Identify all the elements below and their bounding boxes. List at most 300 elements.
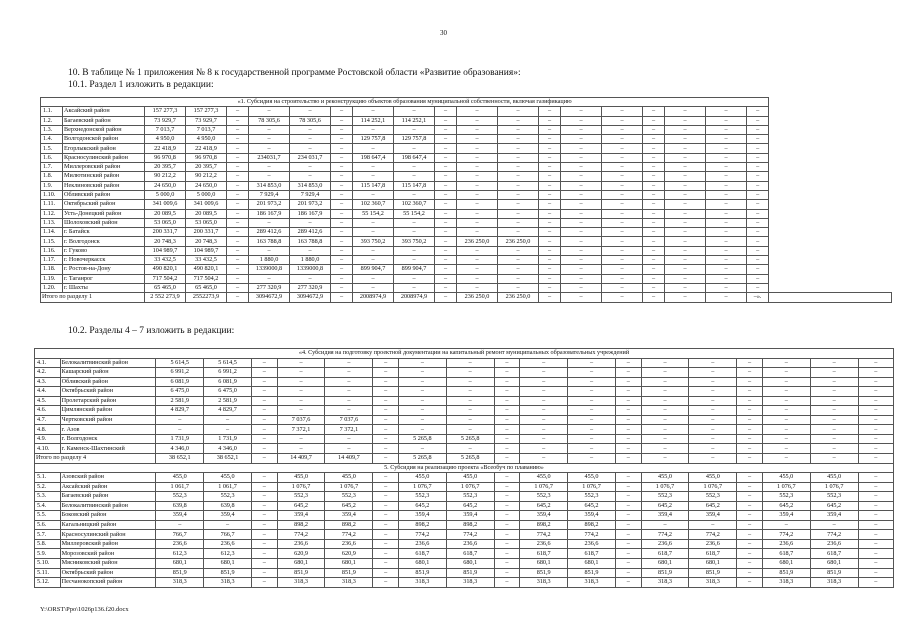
value-cell: 104 989,7 [186, 246, 227, 255]
value-cell: 618,7 [641, 549, 689, 559]
value-cell: – [689, 434, 737, 444]
value-cell: – [251, 482, 277, 492]
value-cell: – [568, 425, 616, 435]
value-cell: – [568, 444, 616, 454]
value-cell: 4 346,0 [156, 444, 204, 454]
value-cell: – [373, 559, 399, 569]
value-cell: – [446, 368, 494, 378]
value-cell: – [858, 539, 893, 549]
value-cell: 5 265,8 [398, 434, 446, 444]
value-cell: – [665, 116, 706, 125]
value-cell: 7 037,6 [325, 415, 373, 425]
value-cell: – [227, 135, 249, 144]
value-cell: – [277, 358, 325, 368]
table-row [41, 144, 892, 153]
value-cell: – [227, 246, 249, 255]
value-cell: – [435, 125, 457, 134]
table-row [41, 172, 892, 181]
row-number: 4.8. [35, 425, 61, 435]
value-cell: – [643, 172, 665, 181]
value-cell: – [762, 415, 810, 425]
municipality-name: Неклиновский район [63, 181, 145, 190]
value-cell: – [498, 163, 539, 172]
value-cell: – [615, 549, 641, 559]
row-number: 1.15. [41, 237, 63, 246]
value-cell: 236,6 [398, 539, 446, 549]
value-cell: 236,6 [762, 539, 810, 549]
value-cell: – [615, 473, 641, 483]
value-cell: – [643, 200, 665, 209]
value-cell: – [277, 368, 325, 378]
value-cell: 359,4 [446, 511, 494, 521]
value-cell: 78 305,6 [249, 116, 290, 125]
value-cell: – [858, 568, 893, 578]
value-cell: – [641, 377, 689, 387]
value-cell: – [498, 125, 539, 134]
value-cell: – [641, 406, 689, 416]
value-cell: 645,2 [277, 501, 325, 511]
value-cell: – [747, 283, 769, 292]
value-cell: – [643, 107, 665, 116]
value-cell: 774,2 [762, 530, 810, 540]
value-cell: 680,1 [520, 559, 568, 569]
value-cell: 359,4 [398, 511, 446, 521]
value-cell: 774,2 [520, 530, 568, 540]
value-cell: – [810, 520, 858, 530]
value-cell: – [498, 246, 539, 255]
value-cell: – [602, 153, 643, 162]
value-cell: – [665, 144, 706, 153]
value-cell: 1339000,8 [249, 265, 290, 274]
value-cell: – [498, 209, 539, 218]
value-cell: – [747, 228, 769, 237]
table-row [41, 190, 892, 199]
value-cell: – [398, 444, 446, 454]
value-cell: 6 991,2 [156, 368, 204, 378]
value-cell: 234 031,7 [290, 153, 331, 162]
value-cell: 618,7 [762, 549, 810, 559]
municipality-name: Боковский район [60, 511, 156, 521]
value-cell: 186 167,9 [290, 209, 331, 218]
value-cell: – [290, 246, 331, 255]
value-cell: – [394, 172, 435, 181]
municipality-name: Багаевский район [63, 116, 145, 125]
value-cell: – [689, 377, 737, 387]
value-cell: – [706, 283, 747, 292]
value-cell: – [602, 107, 643, 116]
value-cell: – [227, 190, 249, 199]
value-cell: – [568, 358, 616, 368]
value-cell: – [277, 387, 325, 397]
row-number: 5.3. [35, 492, 61, 502]
value-cell: – [568, 377, 616, 387]
value-cell: – [520, 358, 568, 368]
value-cell: 620,9 [277, 549, 325, 559]
value-cell: – [810, 434, 858, 444]
value-cell: – [251, 492, 277, 502]
value-cell: – [539, 218, 561, 227]
value-cell: – [251, 539, 277, 549]
value-cell: 115 147,8 [353, 181, 394, 190]
value-cell: 620,9 [325, 549, 373, 559]
value-cell: – [249, 107, 290, 116]
total-value: – [494, 454, 520, 464]
value-cell: – [737, 396, 763, 406]
total-value: – [251, 454, 277, 464]
value-cell: – [810, 444, 858, 454]
value-cell: – [747, 163, 769, 172]
total-row [35, 454, 894, 464]
value-cell: – [602, 237, 643, 246]
value-cell: – [539, 135, 561, 144]
value-cell: – [498, 135, 539, 144]
value-cell: – [373, 511, 399, 521]
value-cell: – [568, 415, 616, 425]
value-cell: – [737, 415, 763, 425]
value-cell: – [249, 218, 290, 227]
value-cell: – [353, 172, 394, 181]
value-cell: 359,4 [641, 511, 689, 521]
value-cell: – [615, 415, 641, 425]
table-row [35, 377, 894, 387]
value-cell: – [602, 163, 643, 172]
value-cell: 236,6 [810, 539, 858, 549]
value-cell: – [325, 358, 373, 368]
total-value: – [858, 454, 893, 464]
section-title-row [41, 98, 892, 107]
value-cell: – [615, 530, 641, 540]
value-cell: – [539, 153, 561, 162]
value-cell: 898,2 [325, 520, 373, 530]
value-cell: 645,2 [446, 501, 494, 511]
value-cell: 645,2 [398, 501, 446, 511]
value-cell: 53 065,0 [145, 218, 186, 227]
value-cell: – [762, 425, 810, 435]
municipality-name: Аксайский район [60, 482, 156, 492]
row-number: 1.11. [41, 200, 63, 209]
table-row [41, 135, 892, 144]
value-cell: – [494, 520, 520, 530]
value-cell: – [858, 425, 893, 435]
value-cell: – [498, 256, 539, 265]
value-cell: – [568, 396, 616, 406]
value-cell: 1 880,0 [249, 256, 290, 265]
value-cell: 490 820,1 [145, 265, 186, 274]
row-number: 4.6. [35, 406, 61, 416]
total-value: 2 552 273,9 [145, 293, 186, 302]
value-cell: 455,0 [277, 473, 325, 483]
row-number: 1.10. [41, 190, 63, 199]
row-number: 4.3. [35, 377, 61, 387]
value-cell: 163 788,8 [290, 237, 331, 246]
value-cell: – [373, 568, 399, 578]
value-cell: – [435, 153, 457, 162]
value-cell: 5 265,8 [446, 434, 494, 444]
value-cell: – [331, 125, 353, 134]
value-cell: 680,1 [398, 559, 446, 569]
heading-section-1: 10.1. Раздел 1 изложить в редакции: [68, 80, 214, 90]
value-cell: – [747, 246, 769, 255]
value-cell: – [568, 387, 616, 397]
value-cell: – [494, 492, 520, 502]
value-cell: – [435, 246, 457, 255]
page-number: 30 [440, 29, 447, 37]
value-cell: 289 412,6 [290, 228, 331, 237]
value-cell: – [227, 116, 249, 125]
value-cell: – [331, 283, 353, 292]
value-cell: 318,3 [568, 578, 616, 588]
value-cell: – [747, 237, 769, 246]
value-cell: – [561, 107, 602, 116]
section-title: «4. Субсидия на подготовку проектной документации на капитальный ремонт муниципальных образовательных учреждений [35, 349, 894, 359]
value-cell: – [494, 511, 520, 521]
value-cell: 1 061,7 [156, 482, 204, 492]
value-cell: 455,0 [156, 473, 204, 483]
value-cell: – [602, 283, 643, 292]
value-cell: – [858, 444, 893, 454]
value-cell: 318,3 [689, 578, 737, 588]
value-cell: – [435, 209, 457, 218]
value-cell: 318,3 [398, 578, 446, 588]
value-cell: – [858, 377, 893, 387]
value-cell: – [561, 125, 602, 134]
value-cell: – [643, 256, 665, 265]
table-row [35, 568, 894, 578]
value-cell: – [498, 228, 539, 237]
value-cell: – [251, 444, 277, 454]
value-cell: – [494, 539, 520, 549]
total-value: – [615, 454, 641, 464]
value-cell: – [494, 396, 520, 406]
table-row [41, 125, 892, 134]
value-cell: 20 395,7 [145, 163, 186, 172]
value-cell: 774,2 [325, 530, 373, 540]
value-cell: 20 748,3 [186, 237, 227, 246]
value-cell: – [737, 377, 763, 387]
value-cell: 2 581,9 [156, 396, 204, 406]
value-cell: 645,2 [762, 501, 810, 511]
value-cell: – [561, 172, 602, 181]
row-number: 1.13. [41, 218, 63, 227]
value-cell: – [737, 492, 763, 502]
value-cell: – [643, 283, 665, 292]
value-cell: 774,2 [810, 530, 858, 540]
value-cell: – [615, 501, 641, 511]
value-cell: – [398, 425, 446, 435]
value-cell: 289 412,6 [249, 228, 290, 237]
value-cell: 5 614,5 [204, 358, 252, 368]
value-cell: 318,3 [277, 578, 325, 588]
value-cell: – [706, 265, 747, 274]
value-cell: 1 076,7 [689, 482, 737, 492]
value-cell: – [373, 406, 399, 416]
value-cell: – [277, 377, 325, 387]
value-cell: – [494, 425, 520, 435]
value-cell: – [539, 172, 561, 181]
value-cell: 645,2 [689, 501, 737, 511]
value-cell: 455,0 [520, 473, 568, 483]
value-cell: – [858, 473, 893, 483]
value-cell: 318,3 [641, 578, 689, 588]
row-number: 5.6. [35, 520, 61, 530]
value-cell: – [643, 116, 665, 125]
value-cell: 104 989,7 [145, 246, 186, 255]
value-cell: – [665, 246, 706, 255]
value-cell: – [498, 265, 539, 274]
value-cell: – [325, 434, 373, 444]
value-cell: – [373, 415, 399, 425]
value-cell: 774,2 [568, 530, 616, 540]
value-cell: 7 372,1 [325, 425, 373, 435]
value-cell: – [665, 163, 706, 172]
value-cell: – [561, 274, 602, 283]
row-number: 1.3. [41, 125, 63, 134]
table-row [35, 520, 894, 530]
value-cell: – [394, 228, 435, 237]
row-number: 1.20. [41, 283, 63, 292]
row-number: 1.14. [41, 228, 63, 237]
value-cell: – [520, 368, 568, 378]
municipality-name: Егорлыкский район [63, 144, 145, 153]
value-cell: 359,4 [520, 511, 568, 521]
value-cell: 20 395,7 [186, 163, 227, 172]
value-cell: – [520, 406, 568, 416]
value-cell: – [251, 473, 277, 483]
value-cell: 186 167,9 [249, 209, 290, 218]
value-cell: – [494, 530, 520, 540]
value-cell: – [689, 368, 737, 378]
row-number: 1.9. [41, 181, 63, 190]
value-cell: 618,7 [398, 549, 446, 559]
value-cell: – [706, 256, 747, 265]
value-cell: – [615, 377, 641, 387]
value-cell: 899 904,7 [353, 265, 394, 274]
row-number: 1.6. [41, 153, 63, 162]
table-row [35, 539, 894, 549]
table-row [35, 406, 894, 416]
value-cell: – [494, 368, 520, 378]
value-cell: – [539, 228, 561, 237]
value-cell: – [251, 530, 277, 540]
value-cell: – [858, 511, 893, 521]
value-cell: – [251, 396, 277, 406]
value-cell: – [561, 181, 602, 190]
value-cell: – [457, 163, 498, 172]
table-row [41, 256, 892, 265]
value-cell: 115 147,8 [394, 181, 435, 190]
value-cell: 359,4 [762, 511, 810, 521]
value-cell: – [435, 116, 457, 125]
value-cell: 455,0 [446, 473, 494, 483]
row-number: 1.18. [41, 265, 63, 274]
value-cell: 1 076,7 [810, 482, 858, 492]
value-cell: 102 360,7 [353, 200, 394, 209]
value-cell: – [561, 209, 602, 218]
value-cell: – [810, 415, 858, 425]
value-cell: – [615, 387, 641, 397]
value-cell: – [373, 396, 399, 406]
value-cell: – [277, 396, 325, 406]
value-cell: 163 788,8 [249, 237, 290, 246]
value-cell: – [737, 549, 763, 559]
value-cell: – [457, 153, 498, 162]
total-value: 2008974,9 [394, 293, 435, 302]
row-number: 1.5. [41, 144, 63, 153]
value-cell: – [737, 539, 763, 549]
value-cell: – [615, 406, 641, 416]
value-cell: – [689, 415, 737, 425]
value-cell: – [747, 265, 769, 274]
table-row [35, 368, 894, 378]
value-cell: 1 880,0 [290, 256, 331, 265]
municipality-name: Белокалитвинский район [60, 501, 156, 511]
row-number: 5.11. [35, 568, 61, 578]
municipality-name: Пролетарский район [60, 396, 156, 406]
value-cell: – [227, 256, 249, 265]
value-cell: 455,0 [204, 473, 252, 483]
heading-main: 10. В таблице № 1 приложения № 8 к государственной программе Ростовской области «Развитие образования»: [68, 68, 521, 78]
total-value: 3094672,9 [249, 293, 290, 302]
value-cell: 552,3 [762, 492, 810, 502]
value-cell: 851,9 [156, 568, 204, 578]
value-cell: – [568, 434, 616, 444]
municipality-name: Обливский район [63, 190, 145, 199]
value-cell: 234031,7 [249, 153, 290, 162]
value-cell: 55 154,2 [394, 209, 435, 218]
value-cell: – [394, 218, 435, 227]
value-cell: – [643, 190, 665, 199]
total-value: 5 265,8 [398, 454, 446, 464]
value-cell: – [615, 434, 641, 444]
value-cell: – [539, 274, 561, 283]
value-cell: – [665, 153, 706, 162]
municipality-name: Миллеровский район [63, 163, 145, 172]
value-cell: 639,8 [156, 501, 204, 511]
value-cell: 96 970,8 [186, 153, 227, 162]
value-cell: – [665, 274, 706, 283]
table-row [35, 549, 894, 559]
value-cell: – [446, 406, 494, 416]
value-cell: – [446, 358, 494, 368]
value-cell: – [762, 387, 810, 397]
value-cell: – [737, 520, 763, 530]
value-cell: – [331, 246, 353, 255]
value-cell: 455,0 [641, 473, 689, 483]
value-cell: – [373, 387, 399, 397]
value-cell: – [435, 107, 457, 116]
value-cell: – [602, 190, 643, 199]
value-cell: 5 614,5 [156, 358, 204, 368]
value-cell: – [539, 256, 561, 265]
value-cell: 6 081,9 [204, 377, 252, 387]
section-title: 5. Субсидия на реализацию проекта «Всеобуч по плаванию» [35, 463, 894, 473]
value-cell: – [810, 406, 858, 416]
value-cell: – [706, 200, 747, 209]
value-cell: – [737, 511, 763, 521]
table-row [35, 501, 894, 511]
section-title: «1. Субсидия на строительство и реконструкцию объектов образования муниципальной собственности, включая газификацию [41, 98, 769, 107]
value-cell: – [398, 406, 446, 416]
value-cell: 552,3 [446, 492, 494, 502]
row-number: 5.5. [35, 511, 61, 521]
total-value: 2552273,9 [186, 293, 227, 302]
municipality-name: Песчанокопский район [60, 578, 156, 588]
value-cell: 33 432,5 [145, 256, 186, 265]
value-cell: 717 504,2 [145, 274, 186, 283]
value-cell: – [810, 396, 858, 406]
value-cell: 898,2 [277, 520, 325, 530]
value-cell: – [457, 256, 498, 265]
